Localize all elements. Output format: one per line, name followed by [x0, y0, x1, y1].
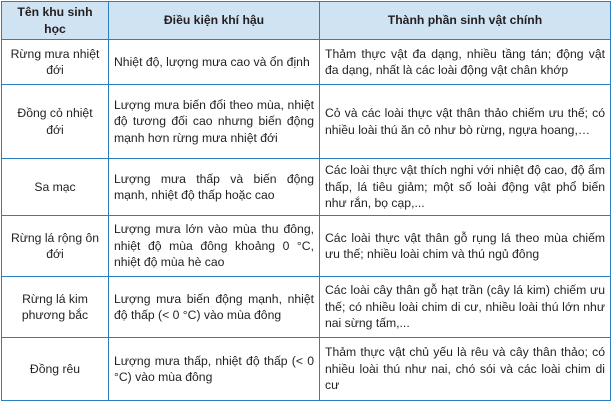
organisms-cell: Thảm thực vật đa dạng, nhiều tầng tán; động vật đa dạng, nhất là các loài động vật chân khớp [320, 40, 611, 85]
climate-cell: Lượng mưa thấp, nhiệt độ thấp (< 0 °C) vào mùa đông [109, 338, 320, 401]
table-row [2, 277, 611, 338]
biome-name-cell: Đồng cỏ nhiệt đới [2, 85, 109, 159]
biome-table [1, 1, 611, 401]
header-climate: Điều kiện khí hậu [109, 2, 320, 40]
biome-name-cell: Rừng lá rộng ôn đới [2, 216, 109, 277]
biome-name-cell: Sa mạc [2, 159, 109, 216]
header-biome-name: Tên khu sinh học [2, 2, 109, 40]
organisms-cell: Thảm thực vật chủ yếu là rêu và cây thân thảo; có nhiều loài thú như nai, chó sói và các loài chim di cư [320, 338, 611, 401]
organisms-cell: Các loài cây thân gỗ hạt trần (cây lá kim) chiếm ưu thế; có nhiều loài chim di cư, nhiều loài thú lớn như nai sừng tấm,... [320, 277, 611, 338]
organisms-cell: Các loài thực vật thân gỗ rụng lá theo mùa chiếm ưu thế; nhiều loài chim và thú ngủ đông [320, 216, 611, 277]
table-row [2, 85, 611, 159]
biome-name-cell: Rừng lá kim phương bắc [2, 277, 109, 338]
biome-name-cell: Rừng mưa nhiệt đới [2, 40, 109, 85]
organisms-cell: Cỏ và các loài thực vật thân thảo chiếm ưu thế; có nhiều loài thú ăn cỏ như bò rừng, ngựa hoang,… [320, 85, 611, 159]
climate-cell: Nhiệt độ, lượng mưa cao và ổn định [109, 40, 320, 85]
table-row [2, 159, 611, 216]
header-row [2, 2, 611, 40]
table-row [2, 216, 611, 277]
climate-cell: Lượng mưa thấp và biến động mạnh, nhiệt độ thấp hoặc cao [109, 159, 320, 216]
biome-name-cell: Đồng rêu [2, 338, 109, 401]
climate-cell: Lượng mưa biến đổi theo mùa, nhiệt độ tương đối cao nhưng biến động mạnh hơn rừng mưa nhiệt đới [109, 85, 320, 159]
climate-cell: Lượng mưa biến động mạnh, nhiệt độ thấp (< 0 °C) vào mùa đông [109, 277, 320, 338]
header-organisms: Thành phần sinh vật chính [320, 2, 611, 40]
table-row [2, 40, 611, 85]
table-row [2, 338, 611, 401]
climate-cell: Lượng mưa lớn vào mùa thu đông, nhiệt độ mùa đông khoảng 0 °C, nhiệt độ mùa hè cao [109, 216, 320, 277]
organisms-cell: Các loài thực vật thích nghi với nhiệt độ cao, độ ẩm thấp, lá tiêu giảm; một số loài động vật phổ biến như rắn, bọ cạp,... [320, 159, 611, 216]
